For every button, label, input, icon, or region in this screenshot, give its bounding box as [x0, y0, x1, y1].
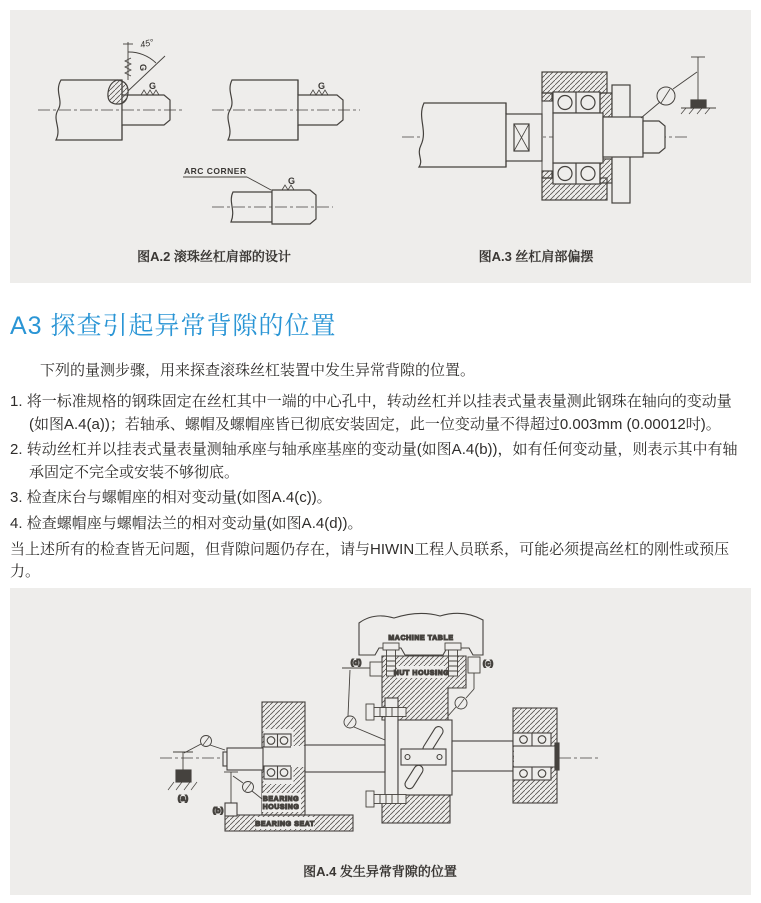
- list-item-2: [10, 439, 750, 484]
- bearing-housing-label-line1: BEARING: [262, 796, 300, 803]
- point-a-label: (a): [177, 793, 189, 803]
- list-item-3-num: 3.: [10, 489, 23, 506]
- grind-mark-label-1: G: [138, 64, 148, 72]
- list-item-4-text: 检查螺帽座与螺帽法兰的相对变动量(如图A.4(d))。: [26, 514, 363, 532]
- bearing-housing-label-line2: HOUSING: [262, 804, 300, 811]
- nut-housing-label: NUT HOUSING: [393, 670, 450, 677]
- figure-a3-caption: 图A.3 丝杠肩部偏摆: [478, 249, 594, 264]
- angle-45-label: 45°: [139, 36, 155, 50]
- figure-a2-caption: 图A.2 滚珠丝杠肩部的设计: [137, 249, 291, 264]
- list-item-1-text: 将一标准规格的钢珠固定在丝杠其中一端的中心孔中，转动丝杠并以挂表式量表量测此钢珠在轴向的变动量(如图A.4(a))；若轴承、螺帽及螺帽座皆已彻底安装固定，此一位变动量不得超过0.003mm (0.00012吋)。: [26, 393, 732, 433]
- list-item-1: [10, 391, 750, 436]
- list-item-1-num: 1.: [10, 393, 23, 410]
- figure-a2-a3-drawing: [10, 10, 751, 283]
- figure-a4-caption: 图A.4 发生异常背隙的位置: [303, 864, 457, 879]
- bearing-seat-label: BEARING SEAT: [255, 821, 315, 828]
- intro-paragraph: 下列的量测步骤，用来探查滚珠丝杠装置中发生异常背隙的位置。: [40, 362, 476, 379]
- list-item-3: [10, 487, 750, 510]
- figure-a4-drawing: [10, 588, 751, 895]
- list-item-4: [10, 513, 750, 536]
- grind-mark-label-3: G: [318, 81, 326, 91]
- section-heading: A3 探查引起异常背隙的位置: [10, 312, 337, 340]
- procedure-list: [10, 391, 750, 538]
- list-item-4-num: 4.: [10, 514, 23, 532]
- machine-table-label: MACHINE TABLE: [388, 635, 454, 642]
- point-c-label: (c): [482, 658, 494, 668]
- point-d-label: (d): [350, 657, 362, 667]
- list-item-3-text: 检查床台与螺帽座的相对变动量(如图A.4(c))。: [26, 489, 332, 506]
- grind-mark-label-2: G: [149, 81, 157, 91]
- list-item-2-num: 2.: [10, 441, 23, 458]
- point-b-label: (b): [212, 805, 224, 815]
- figure-panel-top: [10, 10, 751, 283]
- figure-panel-bottom: [10, 588, 751, 895]
- list-item-2-text: 转动丝杠并以挂表式量表量测轴承座与轴承座基座的变动量(如图A.4(b))，如有任何变动量，则表示其中有轴承固定不完全或安装不够彻底。: [26, 441, 738, 481]
- arc-corner-label: ARC CORNER: [184, 166, 247, 176]
- grind-mark-label-4: G: [288, 176, 296, 186]
- closing-paragraph: 当上述所有的检查皆无问题，但背隙问题仍存在，请与HIWIN工程人员联系，可能必须提高丝杠的刚性或预压力。: [10, 541, 730, 580]
